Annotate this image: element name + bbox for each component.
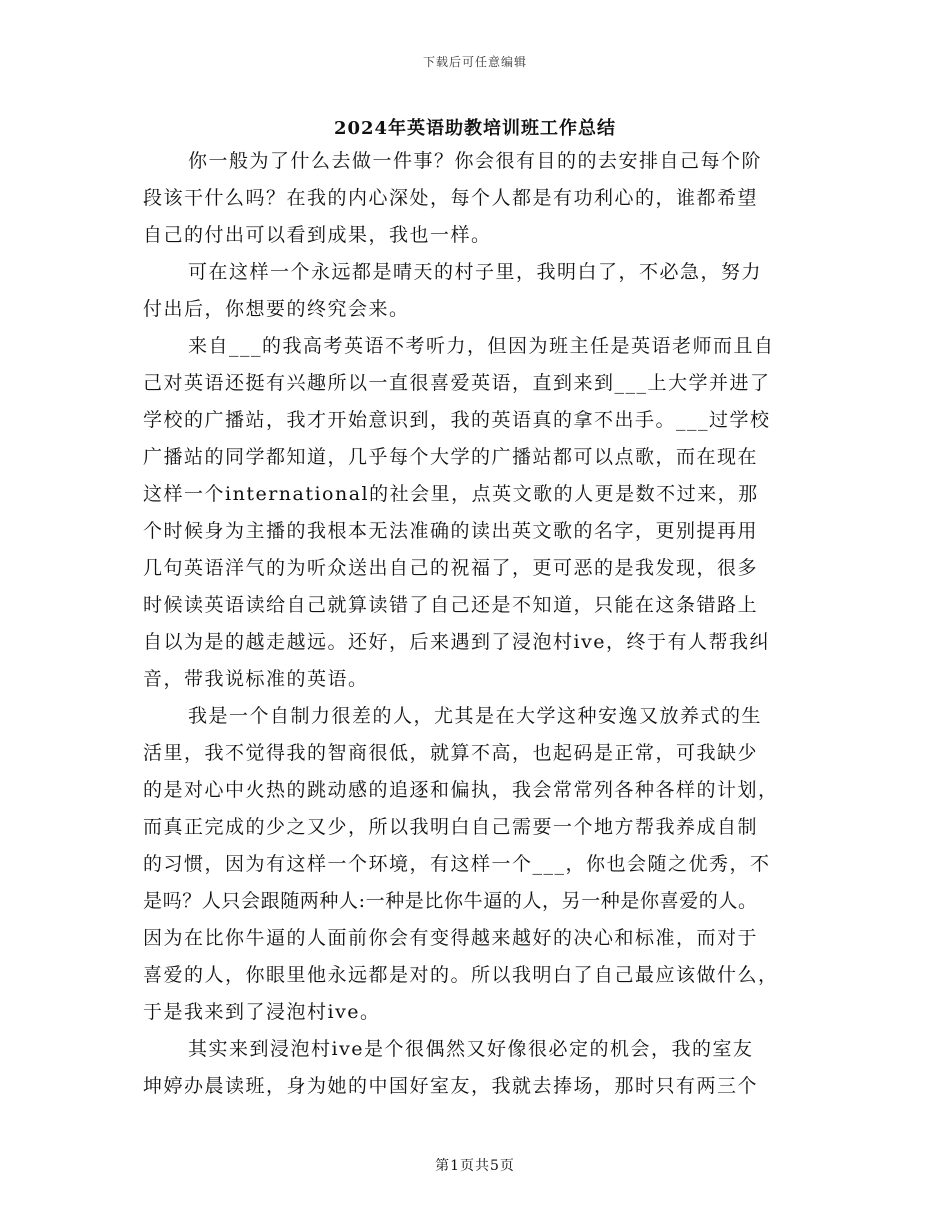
page-number: 第1页共5页 bbox=[435, 1158, 515, 1174]
paragraph-line: 你一般为了什么去做一件事？你会很有目的的去安排自己每个阶 bbox=[188, 150, 763, 172]
paragraph-line: 的是对心中火热的跳动感的追逐和偏执，我会常常列各种各样的计划， bbox=[143, 779, 779, 801]
paragraph-line: 自以为是的越走越远。还好，后来遇到了浸泡村ive，终于有人帮我纠 bbox=[143, 631, 771, 653]
paragraph-line: 我是一个自制力很差的人，尤其是在大学这种安逸又放养式的生 bbox=[188, 705, 763, 727]
paragraph-line: 其实来到浸泡村ive是个很偶然又好像很必定的机会，我的室友 bbox=[188, 1038, 754, 1060]
paragraph-line: 段该干什么吗？在我的内心深处，每个人都是有功利心的，谁都希望 bbox=[143, 187, 759, 209]
paragraph-line: 可在这样一个永远都是晴天的村子里，我明白了，不必急，努力 bbox=[188, 261, 763, 283]
paragraph-line: 于是我来到了浸泡村ive。 bbox=[143, 1001, 381, 1023]
paragraph-line: 个时候身为主播的我根本无法准确的读出英文歌的名字，更别提再用 bbox=[143, 520, 759, 542]
paragraph-line: 来自___的我高考英语不考听力，但因为班主任是英语老师而且自 bbox=[188, 335, 775, 357]
document-body bbox=[143, 143, 823, 1105]
paragraph-line: 坤婷办晨读班，身为她的中国好室友，我就去捧场，那时只有两三个 bbox=[143, 1075, 759, 1097]
paragraph-line: 学校的广播站，我才开始意识到，我的英语真的拿不出手。___过学校 bbox=[143, 409, 771, 431]
paragraph-line: 喜爱的人，你眼里他永远都是对的。所以我明白了自己最应该做什么， bbox=[143, 964, 779, 986]
paragraph-line: 时候读英语读给自己就算读错了自己还是不知道，只能在这条错路上 bbox=[143, 594, 759, 616]
document-title: 2024年英语助教培训班工作总结 bbox=[333, 118, 617, 139]
paragraph-line: 而真正完成的少之又少，所以我明白自己需要一个地方帮我养成自制 bbox=[143, 816, 759, 838]
paragraph-line: 活里，我不觉得我的智商很低，就算不高，也起码是正常，可我缺少 bbox=[143, 742, 759, 764]
paragraph-line: 这样一个international的社会里，点英文歌的人更是数不过来，那 bbox=[143, 483, 759, 505]
paragraph-line: 付出后，你想要的终究会来。 bbox=[143, 298, 410, 320]
paragraph-line: 几句英语洋气的为听众送出自己的祝福了，更可恶的是我发现，很多 bbox=[143, 557, 759, 579]
header-note: 下载后可任意编辑 bbox=[422, 55, 527, 69]
paragraph-line: 的习惯，因为有这样一个环境，有这样一个___，你也会随之优秀，不 bbox=[143, 853, 771, 875]
paragraph-line: 自己的付出可以看到成果，我也一样。 bbox=[143, 224, 492, 246]
paragraph-line: 广播站的同学都知道，几乎每个大学的广播站都可以点歌，而在现在 bbox=[143, 446, 759, 468]
paragraph-line: 是吗？人只会跟随两种人:一种是比你牛逼的人，另一种是你喜爱的人。 bbox=[143, 890, 758, 912]
paragraph-line: 音，带我说标准的英语。 bbox=[143, 668, 369, 690]
paragraph-line: 己对英语还挺有兴趣所以一直很喜爱英语，直到来到___上大学并进了 bbox=[143, 372, 771, 394]
paragraph-line: 因为在比你牛逼的人面前你会有变得越来越好的决心和标准，而对于 bbox=[143, 927, 759, 949]
